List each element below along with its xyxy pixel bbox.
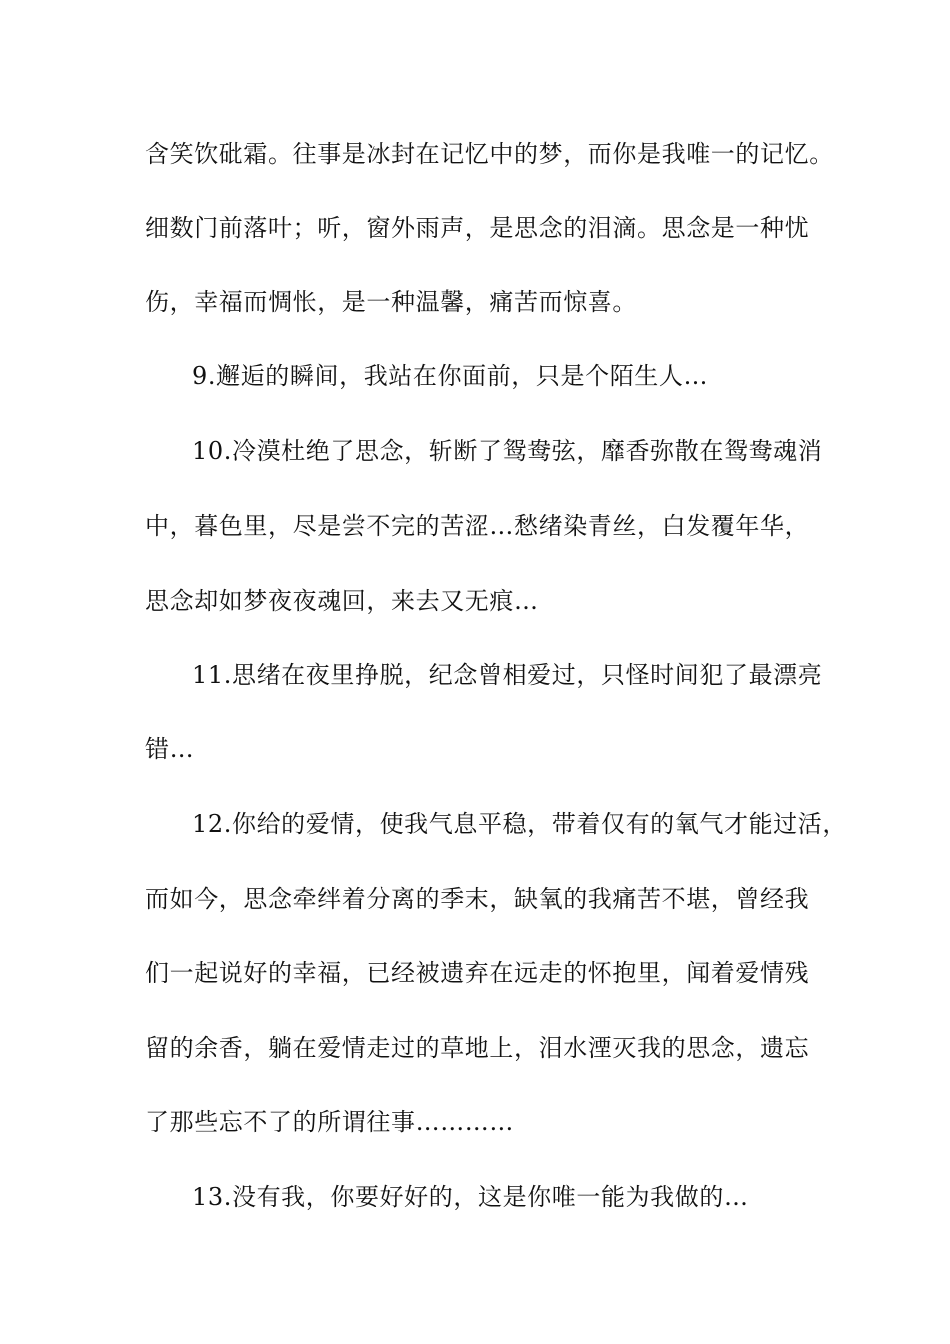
text-line: 留的余香，躺在爱情走过的草地上，泪水湮灭我的思念，遗忘	[145, 1034, 810, 1062]
text-line: 们一起说好的幸福，已经被遗弃在远走的怀抱里，闻着爱情残	[145, 959, 810, 987]
text-line: 了那些忘不了的所谓往事…………	[145, 1108, 514, 1136]
text-line: 含笑饮砒霜。往事是冰封在记忆中的梦，而你是我唯一的记忆。	[145, 140, 834, 168]
text-line-item-13: 13.没有我，你要好好的，这是你唯一能为我做的…	[192, 1183, 749, 1211]
text-line-item-12: 12.你给的爱情，使我气息平稳，带着仅有的氧气才能过活，	[192, 810, 847, 838]
text-line-item-10: 10.冷漠杜绝了思念，斩断了鸳鸯弦，靡香弥散在鸳鸯魂消	[192, 437, 823, 465]
text-line: 错…	[145, 735, 195, 763]
text-line-item-11: 11.思绪在夜里挣脱，纪念曾相爱过，只怪时间犯了最漂亮	[192, 661, 823, 689]
text-line: 中，暮色里，尽是尝不完的苦涩…愁绪染青丝，白发覆年华，	[145, 512, 810, 540]
text-line-item-9: 9.邂逅的瞬间，我站在你面前，只是个陌生人…	[192, 362, 709, 390]
text-line: 细数门前落叶；听，窗外雨声，是思念的泪滴。思念是一种忧	[145, 214, 810, 242]
text-line: 而如今，思念牵绊着分离的季末，缺氧的我痛苦不堪，曾经我	[145, 885, 810, 913]
text-line: 思念却如梦夜夜魂回，来去又无痕…	[145, 587, 539, 615]
text-line: 伤，幸福而惆怅，是一种温馨，痛苦而惊喜。	[145, 288, 637, 316]
